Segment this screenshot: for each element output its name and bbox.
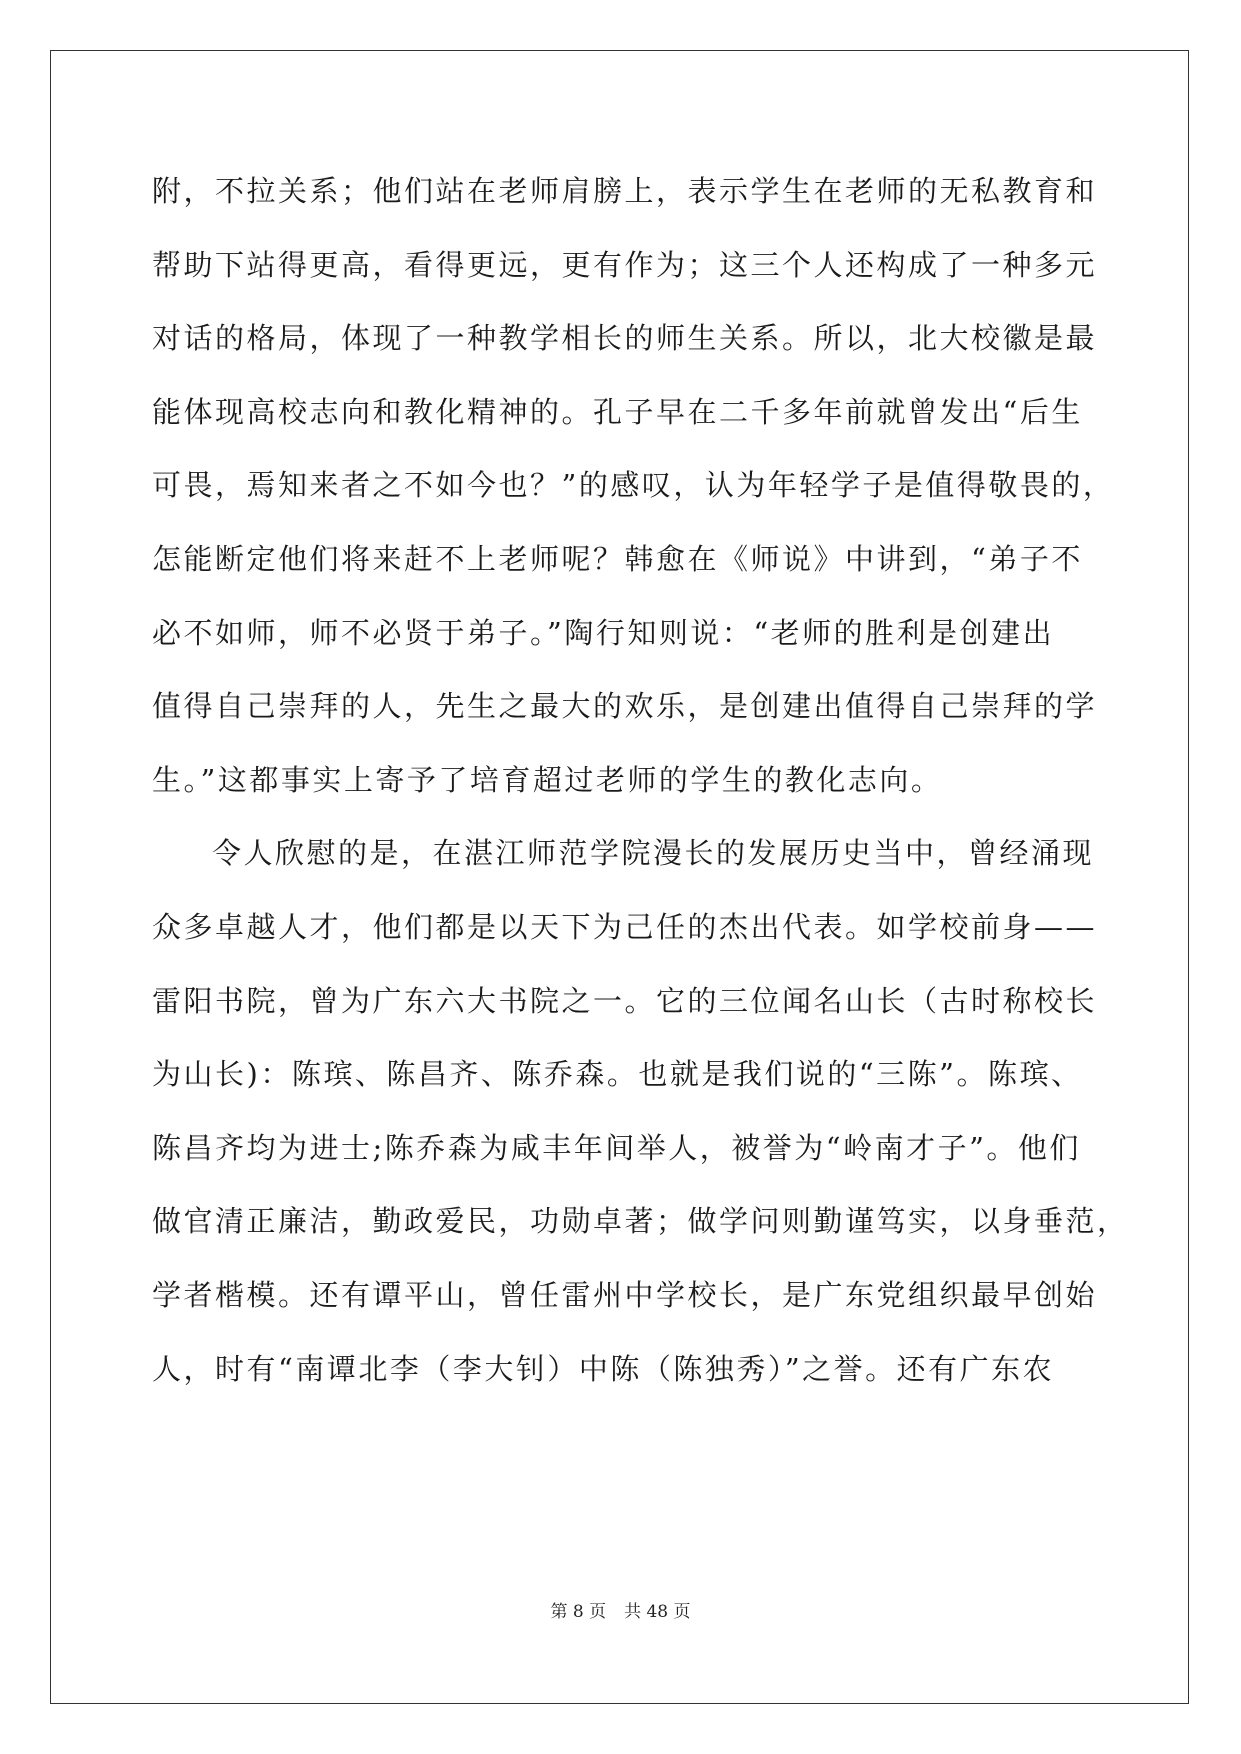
page-number: 第 8 页 [550, 1602, 607, 1622]
text-line: 陈昌齐均为进士;陈乔森为咸丰年间举人，被誉为“岭南才子”。他们 [152, 1130, 1081, 1165]
text-line: 帮助下站得更高，看得更远，更有作为；这三个人还构成了一种多元 [152, 247, 1098, 282]
text-line: 人，时有“南谭北李（李大钊）中陈（陈独秀）”之誉。还有广东农 [152, 1351, 1055, 1386]
page-footer [0, 1597, 1241, 1622]
text-line: 怎能断定他们将来赶不上老师呢？韩愈在《师说》中讲到，“弟子不 [152, 541, 1083, 576]
total-pages: 共 48 页 [624, 1602, 691, 1622]
text-line: 众多卓越人才，他们都是以天下为己任的杰出代表。如学校前身—— [152, 909, 1098, 944]
text-line: 为山长)：陈瑸、陈昌齐、陈乔森。也就是我们说的“三陈”。陈瑸、 [152, 1057, 1083, 1092]
text-line: 必不如师，师不必贤于弟子。”陶行知则说：“老师的胜利是创建出 [152, 615, 1055, 650]
text-line: 能体现高校志向和教化精神的。孔子早在二千多年前就曾发出“后生 [152, 394, 1083, 429]
paragraph-first-line: 令人欣慰的是，在湛江师范学院漫长的发展历史当中，曾经涌现 [212, 836, 1095, 871]
text-line: 可畏，焉知来者之不如今也？”的感叹，认为年轻学子是值得敬畏的， [152, 468, 1115, 503]
text-line: 雷阳书院，曾为广东六大书院之一。它的三位闻名山长（古时称校长 [152, 983, 1098, 1018]
text-line: 学者楷模。还有谭平山，曾任雷州中学校长，是广东党组织最早创始 [152, 1277, 1098, 1312]
text-line: 做官清正廉洁，勤政爱民，功勋卓著；做学问则勤谨笃实，以身垂范， [152, 1204, 1129, 1239]
text-line: 生。”这都事实上寄予了培育超过老师的学生的教化志向。 [152, 762, 943, 797]
text-line: 附，不拉关系；他们站在老师肩膀上，表示学生在老师的无私教育和 [152, 174, 1098, 208]
text-line: 值得自己崇拜的人，先生之最大的欢乐，是创建出值得自己崇拜的学 [152, 689, 1098, 724]
text-line: 对话的格局，体现了一种教学相长的师生关系。所以，北大校徽是最 [152, 321, 1098, 356]
document-body [152, 155, 1129, 1406]
